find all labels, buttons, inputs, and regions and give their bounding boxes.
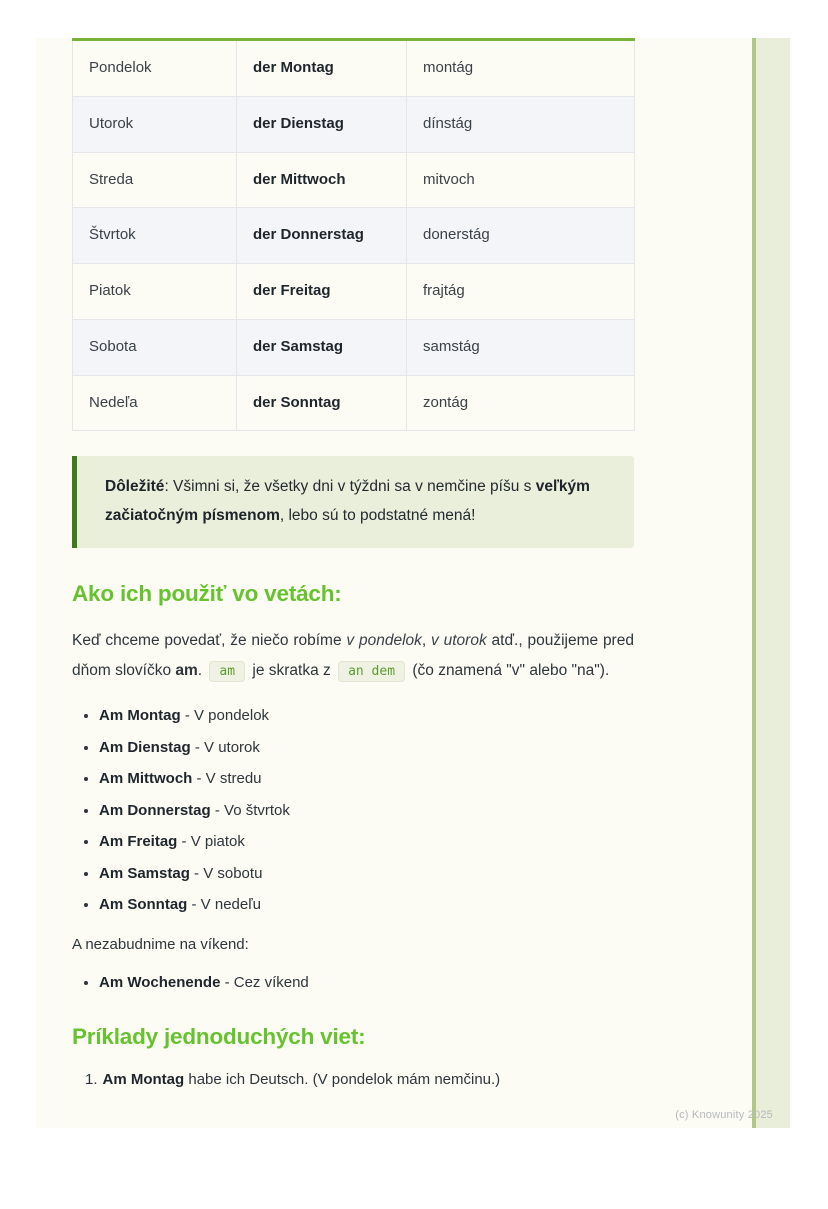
usage-text: je skratka z [248,661,336,679]
day-sk: Nedeľa [73,375,237,431]
day-pron: dínstág [407,96,635,152]
day-sk: Pondelok [73,40,237,97]
list-item [99,865,634,882]
important-note-callout [72,456,634,547]
list-item-sk: - Cez víkend [220,974,309,992]
code-chip-an-dem: an dem [338,661,405,682]
table-row [73,264,635,320]
usage-text: . [197,661,207,679]
section-heading-examples: Príklady jednoduchých viet: [72,1024,366,1050]
day-de: der Donnerstag [237,208,407,264]
usage-text: atď., použijeme pred dňom slovíčko [72,631,634,679]
day-sk: Piatok [73,264,237,320]
usage-text: (čo znamená "v" alebo "na"). [408,661,610,679]
day-sk: Utorok [73,96,237,152]
list-item-sk: - V utorok [190,738,260,756]
day-pron: samstág [407,319,635,375]
list-item-de: Am Dienstag [99,738,191,756]
section-heading-usage: Ako ich použiť vo vetách: [72,580,342,606]
list-item [99,802,634,819]
code-chip-am: am [209,661,245,682]
usage-paragraph [72,626,634,686]
day-de: der Dienstag [237,96,407,152]
usage-text: , [421,631,432,649]
usage-italic-1: v pondelok [346,631,422,649]
example-text: habe ich Deutsch. (V pondelok mám nemčinu.) [184,1071,501,1089]
example-bold: Am Montag [102,1071,185,1089]
callout-lead: Dôležité [105,478,165,496]
weekend-intro: A nezabudnime na víkend: [72,936,249,954]
day-de: der Samstag [237,319,407,375]
list-item [99,974,634,991]
copyright-watermark: (c) Knowunity 2025 [675,1109,773,1121]
list-item-de: Am Samstag [99,864,190,882]
day-de: der Sonntag [237,375,407,431]
list-item [99,896,634,913]
list-item-sk: - V nedeľu [187,896,261,914]
usage-bold-am: am [175,661,198,679]
day-pron: mitvoch [407,152,635,208]
list-item [99,833,634,850]
list-item [99,707,634,724]
table-row [73,208,635,264]
list-item [99,770,634,787]
example-number: 1. [85,1071,98,1089]
weekend-list [72,974,634,991]
list-item-de: Am Freitag [99,833,178,851]
list-item-sk: - V piatok [177,833,245,851]
list-item-de: Am Mittwoch [99,770,193,788]
day-de: der Mittwoch [237,152,407,208]
page-edge-green-band [752,38,790,1128]
table-row [73,319,635,375]
day-sk: Sobota [73,319,237,375]
day-de: der Montag [237,40,407,97]
usage-italic-2: v utorok [431,631,487,649]
table-row [73,96,635,152]
list-item-sk: - V pondelok [180,707,270,725]
callout-bold-phrase: veľkým začiatočným písmenom [105,478,590,524]
list-item-sk: - Vo štvrtok [210,801,290,819]
list-item-de: Am Sonntag [99,896,188,914]
example-sentence-1 [85,1071,634,1088]
callout-text: : Všimni si, že všetky dni v týždni sa v nemčine píšu s [164,478,536,496]
usage-text: Keď chceme povedať, že niečo robíme [72,631,347,649]
am-days-list [72,707,634,913]
day-pron: montág [407,40,635,97]
day-pron: zontág [407,375,635,431]
day-pron: donerstág [407,208,635,264]
list-item-de: Am Wochenende [99,974,221,992]
day-sk: Streda [73,152,237,208]
page-content [36,38,634,1088]
day-sk: Štvrtok [73,208,237,264]
list-item-de: Am Donnerstag [99,801,211,819]
list-item-sk: - V stredu [192,770,262,788]
table-row [73,152,635,208]
list-item-sk: - V sobotu [189,864,263,882]
document-page [36,38,792,1128]
day-de: der Freitag [237,264,407,320]
list-item-de: Am Montag [99,707,181,725]
table-row [73,40,635,97]
callout-text-end: , lebo sú to podstatné mená! [279,506,476,524]
day-pron: frajtág [407,264,635,320]
days-vocab-table [72,38,635,431]
list-item [99,739,634,756]
table-row [73,375,635,431]
